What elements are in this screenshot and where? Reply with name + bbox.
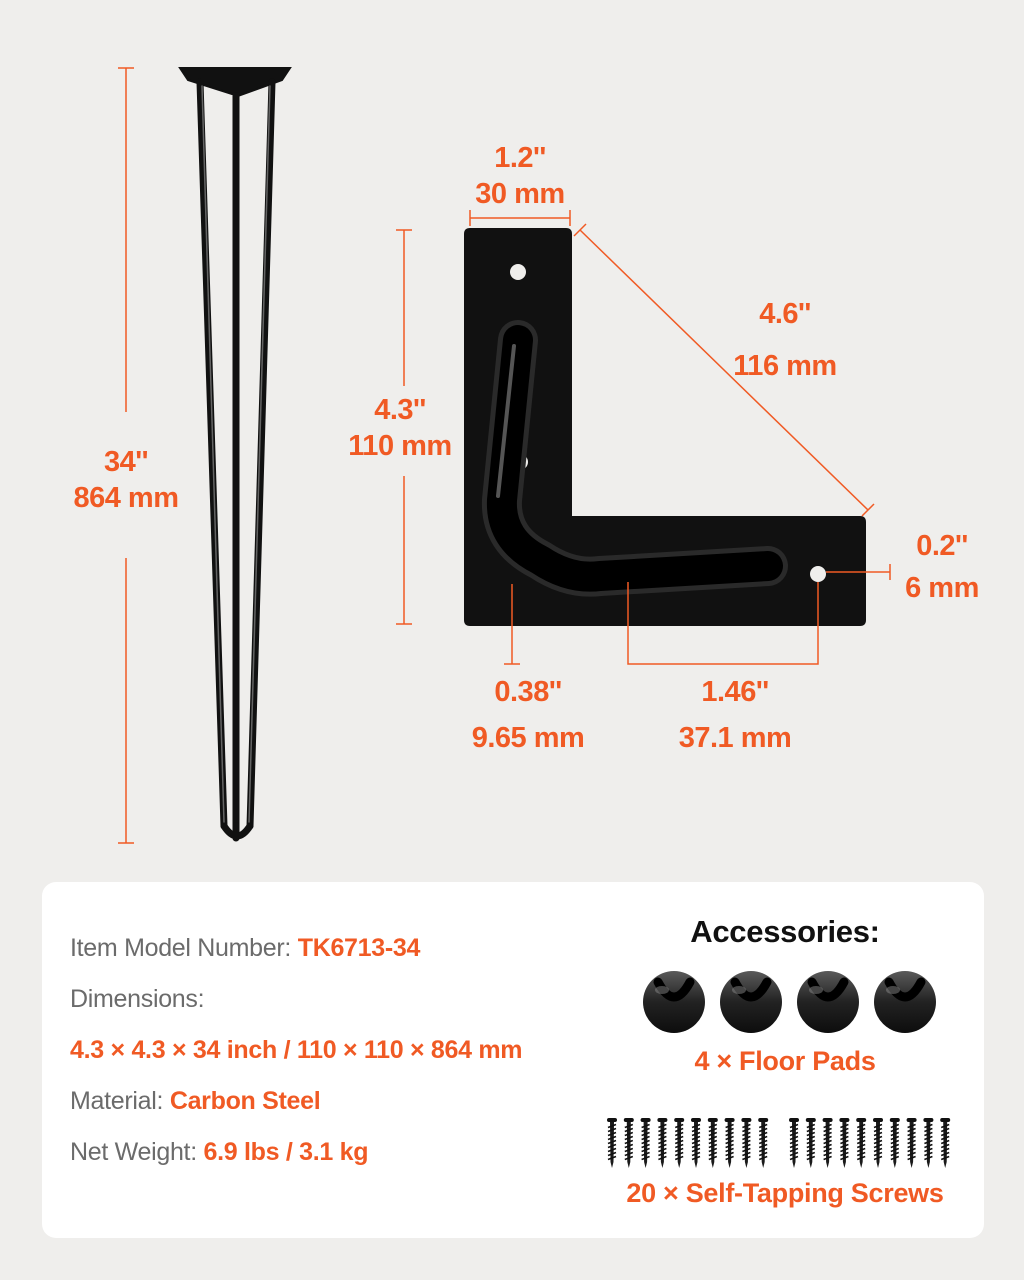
- accessories-title: Accessories:: [690, 914, 880, 949]
- screw: [823, 1118, 833, 1168]
- dimensions-row: [70, 1036, 522, 1065]
- leg-height-mm: 864 mm: [73, 482, 179, 514]
- screw: [657, 1118, 667, 1168]
- edge-offset-mm: 9.65 mm: [471, 722, 585, 754]
- screw: [708, 1118, 718, 1168]
- screw: [624, 1118, 634, 1168]
- screw: [758, 1118, 768, 1168]
- plate-height-label: [340, 392, 460, 464]
- plate-diagonal-inch: 4.6'': [759, 298, 811, 330]
- floor-pad: [874, 971, 936, 1033]
- weight-value: 6.9 lbs / 3.1 kg: [203, 1138, 369, 1166]
- model-number-label: Item Model Number:: [70, 934, 298, 962]
- plate-width-inch: 1.2'': [494, 142, 546, 174]
- floor-pad: [797, 971, 859, 1033]
- hole-spacing-mm: 37.1 mm: [678, 722, 792, 754]
- material-row: [70, 1087, 320, 1116]
- floor-pads: [636, 970, 946, 1034]
- plate-width-mm: 30 mm: [475, 178, 565, 210]
- hole-spacing-inch: 1.46'': [701, 676, 769, 708]
- mounting-plate: [464, 228, 866, 626]
- plate-height-inch: 4.3'': [374, 394, 426, 426]
- hole-diameter-label: [892, 528, 992, 606]
- screw: [674, 1118, 684, 1168]
- screw: [856, 1118, 866, 1168]
- model-number-value: TK6713-34: [297, 934, 421, 962]
- dimensions-label-text: Dimensions:: [70, 985, 205, 1013]
- weight-label: Net Weight:: [70, 1138, 204, 1166]
- plate-diagonal-mm: 116 mm: [733, 350, 837, 382]
- screw: [725, 1118, 735, 1168]
- dimensions-value: 4.3 × 4.3 × 34 inch / 110 × 110 × 864 mm: [70, 1036, 523, 1064]
- hairpin-leg: [180, 68, 290, 838]
- dimensions-label: [70, 985, 204, 1014]
- weight-row: [70, 1138, 368, 1167]
- hole-diameter-inch: 0.2'': [916, 530, 968, 562]
- screw: [741, 1118, 751, 1168]
- edge-offset-label: [456, 674, 600, 756]
- screw: [940, 1118, 950, 1168]
- material-value: Carbon Steel: [169, 1087, 321, 1115]
- screw: [691, 1118, 701, 1168]
- screw: [873, 1118, 883, 1168]
- screws: [604, 1116, 960, 1172]
- hole-diameter-mm: 6 mm: [905, 572, 979, 604]
- screw: [789, 1118, 799, 1168]
- screw: [839, 1118, 849, 1168]
- plate-height-mm: 110 mm: [348, 430, 452, 462]
- floor-pad: [643, 971, 705, 1033]
- screw: [890, 1118, 900, 1168]
- material-label: Material:: [70, 1087, 170, 1115]
- floor-pads-caption: 4 × Floor Pads: [694, 1046, 876, 1076]
- screw: [923, 1118, 933, 1168]
- leg-height-label: [60, 444, 192, 516]
- leg-height-inch: 34'': [103, 446, 149, 478]
- plate-diagonal-label: [710, 296, 860, 384]
- screw: [641, 1118, 651, 1168]
- model-number-row: [70, 934, 420, 963]
- screw: [806, 1118, 816, 1168]
- floor-pad: [720, 971, 782, 1033]
- plate-width-label: [450, 140, 590, 212]
- edge-offset-inch: 0.38'': [494, 676, 562, 708]
- screw: [607, 1118, 617, 1168]
- screw: [907, 1118, 917, 1168]
- screws-caption: 20 × Self-Tapping Screws: [626, 1178, 944, 1208]
- hole-spacing-label: [660, 674, 810, 756]
